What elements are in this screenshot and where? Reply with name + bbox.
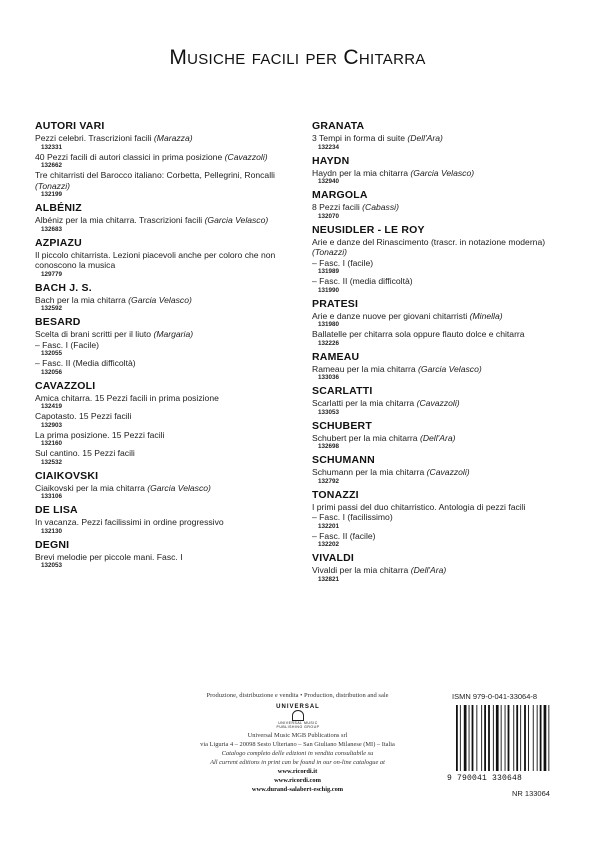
item-text: Schubert per la mia chitarra xyxy=(312,432,418,443)
item-code: 132821 xyxy=(318,575,340,583)
item-text: Tre chitarristi del Barocco italiano: Corbetta, Pellegrini, Roncalli xyxy=(35,170,275,180)
item-editor: (Garcia Velasco) xyxy=(410,167,475,178)
item-title xyxy=(35,411,305,422)
item-text: Pezzi celebri. Trascrizioni facili xyxy=(35,133,152,143)
item-title xyxy=(35,448,305,459)
item-editor: (Dell'Ara) xyxy=(407,133,443,143)
page-title: Musiche facili per Chitarra xyxy=(169,46,426,69)
item-text: – Fasc. I (facilissimo) xyxy=(312,512,393,522)
item-title xyxy=(35,358,305,369)
barcode-bar xyxy=(464,705,467,771)
item-title xyxy=(312,433,567,444)
item-code: 132940 xyxy=(318,178,340,185)
item-code: 133036 xyxy=(318,374,340,381)
barcode-bar xyxy=(537,705,538,771)
item-title xyxy=(312,531,567,542)
item-code: 132056 xyxy=(41,368,63,376)
item-code: 132160 xyxy=(41,440,63,447)
barcode-bar xyxy=(520,705,521,771)
item-title xyxy=(35,215,305,226)
item-text: Haydn per la mia chitarra xyxy=(312,167,409,178)
item-title xyxy=(35,430,305,441)
item-code: 132226 xyxy=(318,339,340,347)
item-title xyxy=(35,517,305,528)
catalog-column-right xyxy=(312,120,567,587)
item-text: – Fasc. II (media difficoltà) xyxy=(312,276,413,286)
barcode-bar xyxy=(460,705,461,771)
item-title xyxy=(312,133,567,144)
item-text: – Fasc. I (facile) xyxy=(312,257,374,268)
composer-name: AUTORI VARI xyxy=(35,120,105,132)
item-text: Schumann per la mia chitarra xyxy=(312,467,425,477)
item-code: 133106 xyxy=(41,493,63,500)
item-text: – Fasc. II (Media difficoltà) xyxy=(35,358,136,368)
item-title xyxy=(312,258,567,269)
catalog-entry xyxy=(35,504,305,536)
item-title xyxy=(312,276,567,287)
item-title xyxy=(312,329,567,340)
item-title xyxy=(35,393,305,404)
barcode-bar xyxy=(544,705,547,771)
catalog-entry xyxy=(312,385,567,417)
item-code: 131980 xyxy=(318,321,340,328)
item-code: 131989 xyxy=(318,268,340,275)
item-title xyxy=(312,398,567,409)
barcode-bar xyxy=(505,705,506,771)
catalog-entry xyxy=(35,316,305,377)
item-title xyxy=(35,483,305,494)
catalogue-note-en: All current editions in print can be found in our on-line catalogue at xyxy=(210,759,385,766)
catalog-entry xyxy=(35,380,305,467)
item-editor: (Cavazzoli) xyxy=(224,151,268,162)
barcode-bar xyxy=(501,705,502,771)
item-text: – Fasc. I (Facile) xyxy=(35,339,99,350)
catalogue-note-it: Catalogo completo delle edizioni in vendita consultabile su xyxy=(221,750,374,757)
logo-glyph-icon xyxy=(292,710,304,721)
barcode-digits: 9 790041 330648 xyxy=(447,774,523,783)
item-text: Sul cantino. 15 Pezzi facili xyxy=(35,448,135,458)
catalog-entry xyxy=(35,237,305,279)
barcode-bar xyxy=(528,705,529,771)
barcode-bar xyxy=(493,705,494,771)
item-editor: (Garcia Velasco) xyxy=(204,215,269,225)
item-editor: (Minella) xyxy=(469,310,503,321)
item-title xyxy=(312,168,567,179)
item-title xyxy=(35,133,305,144)
item-text: Arie e danze nuove per giovani chitarristi xyxy=(312,310,468,321)
barcode-bar xyxy=(484,705,486,771)
barcode-bar xyxy=(513,705,514,771)
item-text: Amica chitarra. 15 Pezzi facili in prima posizione xyxy=(35,392,219,403)
logo-subtitle: UNIVERSAL MUSIC PUBLISHING GROUP xyxy=(276,721,320,729)
catalog-entry xyxy=(35,202,305,234)
item-title xyxy=(35,250,305,271)
catalog-entry xyxy=(312,552,567,584)
composer-name: ALBÉNIZ xyxy=(35,202,82,214)
item-editor: (Dell'Ara) xyxy=(410,565,447,575)
item-code: 132792 xyxy=(318,477,340,485)
barcode-bar xyxy=(496,705,499,771)
item-text: Arie e danze del Rinascimento (trascr. in notazione moderna) xyxy=(312,236,546,247)
item-editor: (Margaria) xyxy=(153,329,194,339)
barcode-bar xyxy=(540,705,542,771)
item-editor: (Tonazzi) xyxy=(35,180,71,191)
company-name: Universal Music MGB Publications srl xyxy=(247,732,348,739)
barcode-bar xyxy=(533,705,534,771)
item-text: Scelta di brani scritti per il liuto xyxy=(35,329,152,339)
composer-name: DEGNI xyxy=(35,538,70,551)
catalog-entry xyxy=(35,470,305,502)
composer-name: SCHUBERT xyxy=(312,419,372,432)
item-text: I primi passi del duo chitarristico. Antologia di pezzi facili xyxy=(312,501,526,512)
item-text: Ballatelle per chitarra sola oppure flauto dolce e chitarra xyxy=(312,329,525,339)
company-address: via Liguria 4 – 20098 Sesto Ulteriano – San Giuliano Milanese (MI) – Italia xyxy=(200,741,395,748)
item-text: La prima posizione. 15 Pezzi facili xyxy=(35,429,165,440)
composer-name: GRANATA xyxy=(312,120,365,132)
item-code: 133053 xyxy=(318,408,340,416)
item-title xyxy=(312,311,567,322)
barcode-bar xyxy=(488,705,490,771)
ismn-code: ISMN 979-0-041-33064-8 xyxy=(452,692,538,701)
catalog-entry xyxy=(35,539,305,571)
item-text: Brevi melodie per piccole mani. Fasc. I xyxy=(35,551,183,562)
item-code: 132234 xyxy=(318,143,340,151)
catalog-column-left xyxy=(35,120,305,573)
composer-name: MARGOLA xyxy=(312,189,368,201)
item-text: Bach per la mia chitarra xyxy=(35,294,126,305)
composer-name: RAMEAU xyxy=(312,350,360,363)
item-title xyxy=(35,552,305,563)
publisher-info xyxy=(165,731,430,794)
composer-name: BACH J. S. xyxy=(35,281,92,294)
item-code: 132070 xyxy=(318,212,340,220)
production-line: Produzione, distribuzione e vendita • Production, distribution and sale xyxy=(206,692,389,699)
website-link-2[interactable]: www.ricordi.com xyxy=(274,777,321,784)
item-text: – Fasc. II (facile) xyxy=(312,530,376,541)
barcode-bar xyxy=(469,705,470,771)
item-editor: (Cavazzoli) xyxy=(416,398,460,408)
item-code: 131990 xyxy=(318,286,340,294)
composer-name: DE LISA xyxy=(35,504,78,516)
item-code: 132055 xyxy=(41,350,63,357)
composer-name: VIVALDI xyxy=(312,552,355,564)
item-text: Scarlatti per la mia chitarra xyxy=(312,398,415,408)
item-editor: (Cabassi) xyxy=(362,202,399,212)
item-text: 40 Pezzi facili di autori classici in prima posizione xyxy=(35,151,223,162)
barcode xyxy=(452,705,552,773)
catalog-entry xyxy=(312,454,567,486)
catalog-entry xyxy=(35,120,305,199)
barcode-bar xyxy=(476,705,477,771)
item-text: Capotasto. 15 Pezzi facili xyxy=(35,411,132,421)
catalog-entry xyxy=(312,155,567,187)
item-code: 132053 xyxy=(41,562,63,569)
catalog-entry xyxy=(312,298,567,348)
item-title xyxy=(35,329,305,340)
barcode-bar xyxy=(472,705,474,771)
composer-name: PRATESI xyxy=(312,297,359,310)
item-code: 132202 xyxy=(318,541,340,548)
item-editor: (Marazza) xyxy=(153,133,193,143)
item-title xyxy=(312,565,567,576)
item-text: 8 Pezzi facili xyxy=(312,202,360,212)
catalog-number: NR 133064 xyxy=(512,789,550,798)
composer-name: BESARD xyxy=(35,316,81,328)
barcode-bar xyxy=(524,705,526,771)
item-code: 132662 xyxy=(41,162,63,169)
item-code: 129779 xyxy=(41,270,63,278)
item-title xyxy=(312,467,567,478)
catalog-entry xyxy=(35,282,305,314)
item-title xyxy=(35,340,305,351)
composer-name: NEUSIDLER - LE ROY xyxy=(312,223,425,236)
item-text: 3 Tempi in forma di suite xyxy=(312,133,405,143)
catalog-entry xyxy=(312,489,567,550)
item-code: 132592 xyxy=(41,305,63,312)
item-text: In vacanza. Pezzi facilissimi in ordine progressivo xyxy=(35,517,224,527)
item-code: 132698 xyxy=(318,443,340,450)
item-code: 132199 xyxy=(41,191,63,198)
composer-name: CAVAZZOLI xyxy=(35,379,96,392)
item-title xyxy=(312,502,567,513)
barcode-bar xyxy=(508,705,510,771)
composer-name: TONAZZI xyxy=(312,488,359,501)
item-text: Ciaikovski per la mia chitarra xyxy=(35,482,145,493)
item-editor: (Cavazzoli) xyxy=(426,467,470,477)
catalog-entry xyxy=(312,120,567,152)
item-editor: (Dell'Ara) xyxy=(419,432,456,443)
item-title xyxy=(35,170,305,191)
barcode-bar xyxy=(481,705,482,771)
composer-name: SCHUMANN xyxy=(312,454,375,466)
item-editor: (Tonazzi) xyxy=(312,247,348,257)
item-title xyxy=(35,295,305,306)
item-code: 132903 xyxy=(41,421,63,429)
barcode-bar xyxy=(516,705,518,771)
item-title xyxy=(35,152,305,163)
item-editor: (Garcia Velasco) xyxy=(418,363,482,374)
composer-name: SCARLATTI xyxy=(312,385,373,397)
catalog-entry xyxy=(312,189,567,221)
item-title xyxy=(312,364,567,375)
item-code: 132532 xyxy=(41,458,63,466)
item-title xyxy=(312,202,567,213)
barcode-bar xyxy=(456,705,458,771)
catalog-entry xyxy=(312,351,567,383)
footer xyxy=(0,688,595,841)
item-code: 132331 xyxy=(41,143,63,151)
item-editor: (Garcia Velasco) xyxy=(128,294,192,305)
item-text: Rameau per la mia chitarra xyxy=(312,363,416,374)
composer-name: HAYDN xyxy=(312,154,350,167)
item-text: Il piccolo chitarrista. Lezioni piacevoli anche per coloro che non conoscono la musica xyxy=(35,249,276,270)
item-text: Vivaldi per la mia chitarra xyxy=(312,565,409,575)
catalog-entry xyxy=(312,420,567,452)
website-link-1[interactable]: www.ricordi.it xyxy=(277,768,318,775)
barcode-bar xyxy=(548,705,549,771)
item-code: 132201 xyxy=(318,522,340,530)
publisher-logo xyxy=(270,704,326,729)
item-code: 132419 xyxy=(41,403,63,410)
item-title xyxy=(312,237,567,258)
item-title xyxy=(312,512,567,523)
logo-mark: UNIVERSAL xyxy=(276,704,320,710)
composer-name: CIAIKOVSKI xyxy=(35,469,99,482)
item-code: 132683 xyxy=(41,225,63,233)
item-editor: (Garcia Velasco) xyxy=(147,482,211,493)
item-text: Albéniz per la mia chitarra. Trascrizioni facili xyxy=(35,215,203,225)
item-code: 132130 xyxy=(41,527,63,535)
composer-name: AZPIAZU xyxy=(35,236,82,249)
catalog-entry xyxy=(312,224,567,295)
website-link-3[interactable]: www.durand-salabert-eschig.com xyxy=(251,786,344,793)
